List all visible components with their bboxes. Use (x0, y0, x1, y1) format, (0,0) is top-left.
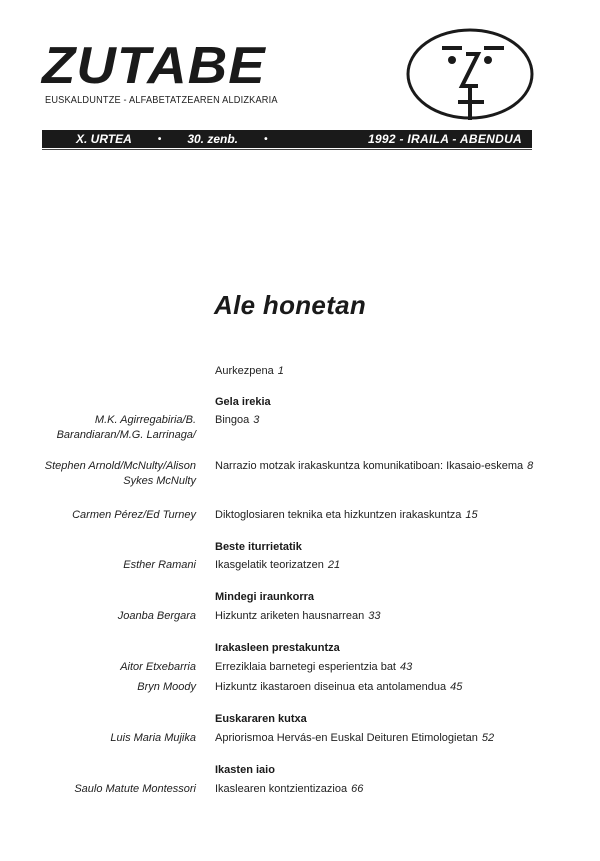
author-line: Bryn Moody (137, 681, 196, 693)
article-title: Diktoglosiaren teknika eta hizkuntzen irakaskuntza (215, 509, 462, 521)
page-number: 45 (450, 681, 463, 693)
entry-author (45, 459, 196, 489)
toc-entry (215, 558, 340, 573)
entry-author (123, 558, 196, 573)
author-line: Barandiaran/M.G. Larrinaga/ (56, 429, 196, 441)
section-heading: Irakasleen prestakuntza (215, 642, 340, 654)
article-title: Apriorismoa Hervás-en Euskal Deituren Etimologietan (215, 732, 478, 744)
section-heading: Beste iturrietatik (215, 541, 302, 553)
article-title: Hizkuntz ikastaroen diseinua eta antolamendua (215, 681, 447, 693)
issue-date: 1992 - IRAILA - ABENDUA (367, 132, 522, 146)
toc-entry (215, 782, 363, 797)
page-number: 1 (277, 365, 284, 377)
toc-entry (215, 731, 494, 746)
section-heading: Gela irekia (215, 396, 271, 408)
author-line: Saulo Matute Montessori (74, 783, 196, 795)
issue-year: X. URTEA (76, 132, 132, 146)
author-line: Aitor Etxebarria (120, 661, 196, 673)
author-line: Esther Ramani (123, 559, 196, 571)
section-heading: Euskararen kutxa (215, 713, 307, 725)
entry-author (120, 660, 196, 675)
toc-title: Ale honetan (214, 290, 367, 320)
page-number: 33 (368, 610, 381, 622)
entry-author (110, 731, 196, 746)
entry-author (118, 609, 196, 624)
masthead (0, 0, 600, 160)
page-number: 3 (253, 414, 260, 426)
article-title: Hizkuntz ariketen hausnarrean (215, 610, 365, 622)
page-number: 52 (481, 732, 495, 744)
article-title: Narrazio motzak irakaskuntza komunikatiboan: Ikasaio-eskema (215, 460, 524, 472)
page-number: 8 (527, 460, 534, 472)
toc-entry (215, 508, 478, 523)
toc-entry (215, 660, 412, 675)
article-title: Erreziklaia barnetegi esperientzia bat (215, 661, 396, 673)
author-line: Joanba Bergara (117, 610, 196, 622)
author-line: Stephen Arnold/McNulty/Alison (44, 460, 196, 472)
entry-author (137, 680, 196, 695)
issue-number: 30. zenb. (187, 132, 238, 146)
page-number: 21 (327, 559, 341, 571)
magazine-subtitle: EUSKALDUNTZE - ALFABETATZEAREN ALDIZKARIA (45, 95, 278, 106)
author-line: M.K. Agirregabiria/B. (94, 414, 196, 426)
toc-entry (215, 609, 380, 624)
toc-entry (215, 459, 533, 474)
page-number: 66 (351, 783, 364, 795)
author-line: Sykes McNulty (123, 475, 196, 487)
face-emblem-icon (404, 24, 536, 124)
entry-author (72, 508, 196, 523)
masthead-divider (42, 149, 532, 150)
issue-separator: • (264, 133, 268, 145)
section-heading: Mindegi iraunkorra (215, 591, 315, 603)
magazine-logo: ZUTABE (42, 37, 266, 95)
issue-bar (42, 130, 532, 148)
toc-intro (215, 364, 284, 379)
toc-entry (215, 413, 259, 428)
article-title: Aurkezpena (215, 365, 274, 377)
entry-author (74, 782, 196, 797)
page-number: 43 (400, 661, 413, 673)
section-heading: Ikasten iaio (215, 764, 275, 776)
author-line: Carmen Pérez/Ed Turney (72, 509, 196, 521)
page-number: 15 (465, 509, 478, 521)
issue-separator: • (157, 133, 162, 145)
toc-entry (215, 680, 462, 695)
entry-author (57, 413, 196, 443)
author-line: Luis Maria Mujika (110, 732, 196, 744)
article-title: Ikasgelatik teorizatzen (215, 559, 324, 571)
article-title: Bingoa (215, 414, 250, 426)
article-title: Ikaslearen kontzientizazioa (215, 783, 348, 795)
